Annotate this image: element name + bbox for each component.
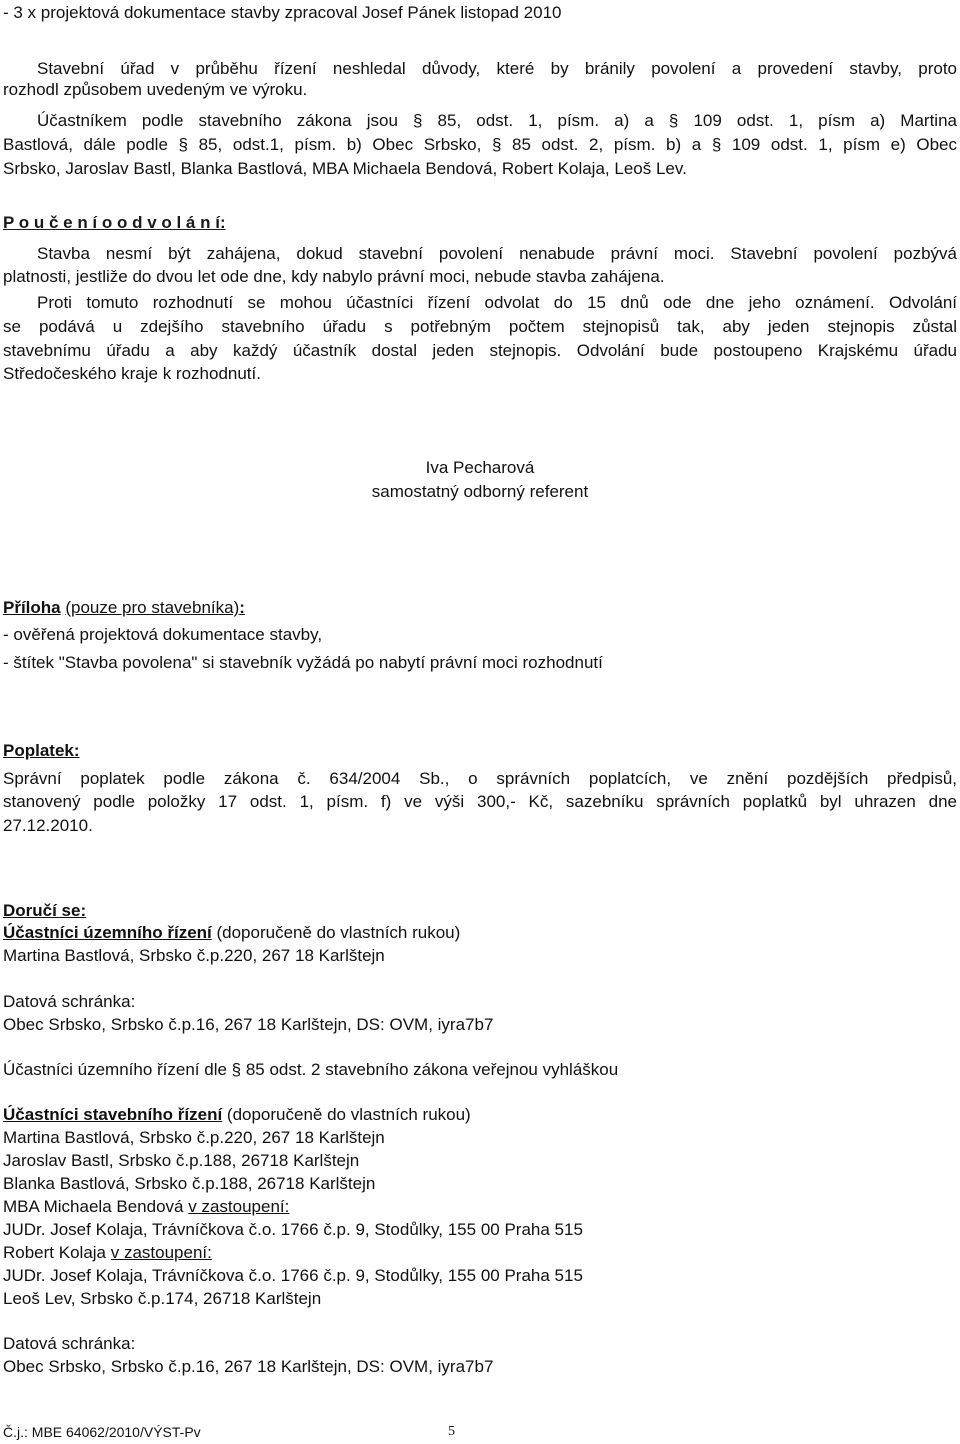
appeal-paragraph-line: Středočeského kraje k rozhodnutí. [3, 364, 261, 383]
page-number: 5 [448, 1424, 455, 1439]
representation-label: v zastoupení: [110, 1243, 212, 1262]
public-notice-line: Účastníci územního řízení dle § 85 odst. 2 stavebního zákona veřejnou vyhláškou [3, 1060, 619, 1079]
participants-paragraph-line: Bastlová, dále podle § 85, odst.1, písm. b) Obec Srbsko, § 85 odst. 2, písm. b) a § 109 odst. 1, písm e) Obec [3, 135, 957, 154]
recipient-address: Jaroslav Bastl, Srbsko č.p.188, 26718 Karlštejn [3, 1151, 360, 1170]
recipient-address: Obec Srbsko, Srbsko č.p.16, 267 18 Karlštejn, DS: OVM, iyra7b7 [3, 1357, 494, 1376]
attachment-label: Příloha [3, 598, 61, 617]
territorial-participants-note: (doporučeně do vlastních rukou) [211, 923, 461, 942]
signatory-name: Iva Pecharová [425, 458, 535, 477]
attachment-list-item: - 3 x projektová dokumentace stavby zpracoval Josef Pánek listopad 2010 [3, 3, 562, 22]
data-box-label: Datová schránka: [3, 992, 136, 1011]
decision-paragraph-line: Stavební úřad v průběhu řízení neshledal důvody, které by bránily povolení a provedení stavby, proto [37, 59, 957, 78]
recipient-address: JUDr. Josef Kolaja, Trávníčkova č.o. 1766 č.p. 9, Stodůlky, 155 00 Praha 515 [3, 1266, 583, 1285]
fee-paragraph-line: 27.12.2010. [3, 816, 93, 835]
participants-paragraph-line: Srbsko, Jaroslav Bastl, Blanka Bastlová, MBA Michaela Bendová, Robert Kolaja, Leoš Lev. [3, 159, 687, 178]
recipient-address: Leoš Lev, Srbsko č.p.174, 26718 Karlštejn [3, 1289, 322, 1308]
appeal-paragraph-line: se podává u zdejšího stavebního úřadu s potřebným počtem stejnopisů tak, aby jeden stejnopis zůstal [3, 317, 957, 336]
recipient-address: JUDr. Josef Kolaja, Trávníčkova č.o. 1766 č.p. 9, Stodůlky, 155 00 Praha 515 [3, 1220, 583, 1239]
data-box-label: Datová schránka: [3, 1334, 136, 1353]
representation-label: v zastoupení: [188, 1197, 290, 1216]
signatory-role: samostatný odborný referent [371, 482, 589, 501]
fee-paragraph-line: Správní poplatek podle zákona č. 634/2004 Sb., o správních poplatcích, ve znění pozdějších předpisů, [3, 769, 957, 788]
attachment-item: - ověřená projektová dokumentace stavby, [3, 625, 323, 644]
attachment-heading [3, 597, 957, 619]
building-participants-note: (doporučeně do vlastních rukou) [222, 1105, 471, 1124]
attachment-colon: : [239, 598, 245, 617]
attachment-note: (pouze pro stavebníka) [65, 598, 240, 617]
recipient-address: Blanka Bastlová, Srbsko č.p.188, 26718 Karlštejn [3, 1174, 376, 1193]
reference-number: Č.j.: MBE 64062/2010/VÝST-Pv [3, 1424, 201, 1440]
fee-paragraph-line: stanovený podle položky 17 odst. 1, písm. f) ve výši 300,- Kč, sazebníku správních poplatků byl uhrazen dne [3, 792, 957, 811]
attachment-item: - štítek "Stavba povolena" si stavebník vyžádá po nabytí právní moci rozhodnutí [3, 653, 603, 672]
building-participants-label: Účastníci stavebního řízení [3, 1105, 223, 1124]
recipient-address: Obec Srbsko, Srbsko č.p.16, 267 18 Karlštejn, DS: OVM, iyra7b7 [3, 1015, 494, 1034]
recipient-representation-line [3, 1196, 957, 1218]
fee-heading: Poplatek: [3, 741, 80, 760]
recipient-representation-line [3, 1242, 957, 1264]
decision-paragraph-line: rozhodl způsobem uvedeným ve výroku. [3, 80, 308, 99]
recipient-address: Martina Bastlová, Srbsko č.p.220, 267 18 Karlštejn [3, 1128, 385, 1147]
appeal-instruction-heading: P o u č e n í o o d v o l á n í: [3, 213, 226, 232]
recipient-name: Robert Kolaja [3, 1243, 111, 1262]
building-participants-heading [3, 1104, 957, 1126]
appeal-paragraph-line: platnosti, jestliže do dvou let ode dne, kdy nabylo právní moci, nebude stavba zahájena. [3, 267, 665, 286]
page-footer [3, 1423, 455, 1441]
participants-paragraph-line: Účastníkem podle stavebního zákona jsou § 85, odst. 1, písm. a) a § 109 odst. 1, písm a) Martina [37, 111, 957, 130]
delivery-heading: Doručí se: [3, 901, 87, 920]
territorial-participants-label: Účastníci územního řízení [3, 923, 212, 942]
appeal-paragraph-line: stavebnímu úřadu a aby každý účastník dostal jeden stejnopis. Odvolání bude postoupeno Krajskému úřadu [3, 341, 957, 360]
appeal-paragraph-line: Stavba nesmí být zahájena, dokud stavební povolení nenabude právní moci. Stavební povolení pozbývá [37, 244, 957, 263]
recipient-name: MBA Michaela Bendová [3, 1197, 189, 1216]
territorial-participants-heading [3, 922, 957, 944]
recipient-address: Martina Bastlová, Srbsko č.p.220, 267 18 Karlštejn [3, 946, 385, 965]
appeal-paragraph-line: Proti tomuto rozhodnutí se mohou účastníci řízení odvolat do 15 dnů ode dne jeho oznámení. Odvolání [37, 293, 957, 312]
